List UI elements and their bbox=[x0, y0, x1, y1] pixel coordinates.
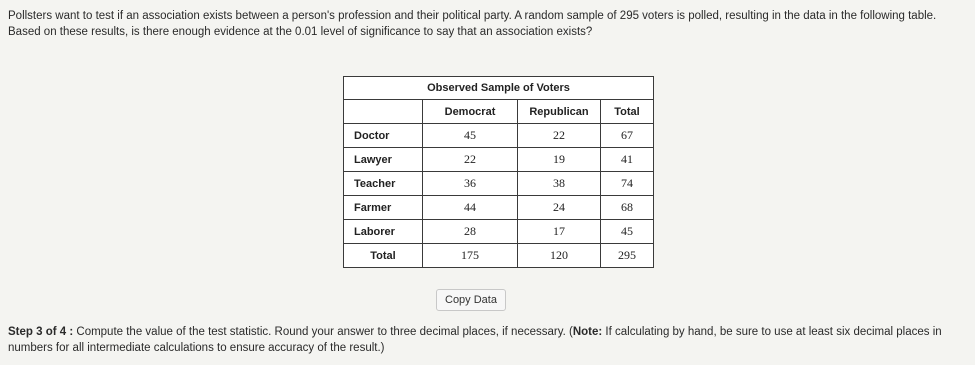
table-total-row bbox=[344, 244, 654, 268]
cell-lawyer-republican: 19 bbox=[518, 148, 601, 172]
row-label-total: Total bbox=[344, 244, 423, 268]
observed-sample-table bbox=[343, 76, 654, 268]
copy-data-button[interactable]: Copy Data bbox=[436, 289, 506, 311]
table-row bbox=[344, 148, 654, 172]
cell-teacher-republican: 38 bbox=[518, 172, 601, 196]
row-label-doctor: Doctor bbox=[344, 124, 423, 148]
cell-farmer-democrat: 44 bbox=[423, 196, 518, 220]
table-row bbox=[344, 196, 654, 220]
table-row bbox=[344, 172, 654, 196]
step-label: Step 3 of 4 : bbox=[8, 326, 74, 338]
column-header-blank bbox=[344, 100, 423, 124]
note-body: If calculating by hand, be sure to use at least six decimal places in numbers for all intermediate calculations to ensure accuracy of the result.) bbox=[8, 326, 942, 354]
cell-doctor-democrat: 45 bbox=[423, 124, 518, 148]
cell-lawyer-total: 41 bbox=[601, 148, 654, 172]
step-body: Compute the value of the test statistic. Round your answer to three decimal places, if necessary. ( bbox=[73, 326, 573, 338]
table-row bbox=[344, 124, 654, 148]
row-label-lawyer: Lawyer bbox=[344, 148, 423, 172]
cell-laborer-democrat: 28 bbox=[423, 220, 518, 244]
row-label-laborer: Laborer bbox=[344, 220, 423, 244]
cell-grand-total: 295 bbox=[601, 244, 654, 268]
note-label: Note: bbox=[572, 326, 603, 338]
cell-doctor-republican: 22 bbox=[518, 124, 601, 148]
observed-table-container bbox=[343, 76, 654, 268]
column-header-republican: Republican bbox=[518, 100, 601, 124]
row-label-teacher: Teacher bbox=[344, 172, 423, 196]
column-header-democrat: Democrat bbox=[423, 100, 518, 124]
row-label-farmer: Farmer bbox=[344, 196, 423, 220]
table-header-row bbox=[344, 100, 654, 124]
cell-doctor-total: 67 bbox=[601, 124, 654, 148]
cell-lawyer-democrat: 22 bbox=[423, 148, 518, 172]
cell-farmer-total: 68 bbox=[601, 196, 654, 220]
cell-total-republican: 120 bbox=[518, 244, 601, 268]
cell-total-democrat: 175 bbox=[423, 244, 518, 268]
table-caption: Observed Sample of Voters bbox=[344, 77, 654, 100]
cell-laborer-republican: 17 bbox=[518, 220, 601, 244]
cell-laborer-total: 45 bbox=[601, 220, 654, 244]
cell-farmer-republican: 24 bbox=[518, 196, 601, 220]
problem-statement: Pollsters want to test if an association exists between a person's profession and their political party. A random sample of 295 voters is polled, resulting in the data in the following table. Based on these results, is there enough evidence at the 0.01 level of significance to say that an association exists? bbox=[8, 10, 937, 38]
cell-teacher-democrat: 36 bbox=[423, 172, 518, 196]
column-header-total: Total bbox=[601, 100, 654, 124]
cell-teacher-total: 74 bbox=[601, 172, 654, 196]
step-instructions bbox=[8, 324, 958, 356]
table-row bbox=[344, 220, 654, 244]
